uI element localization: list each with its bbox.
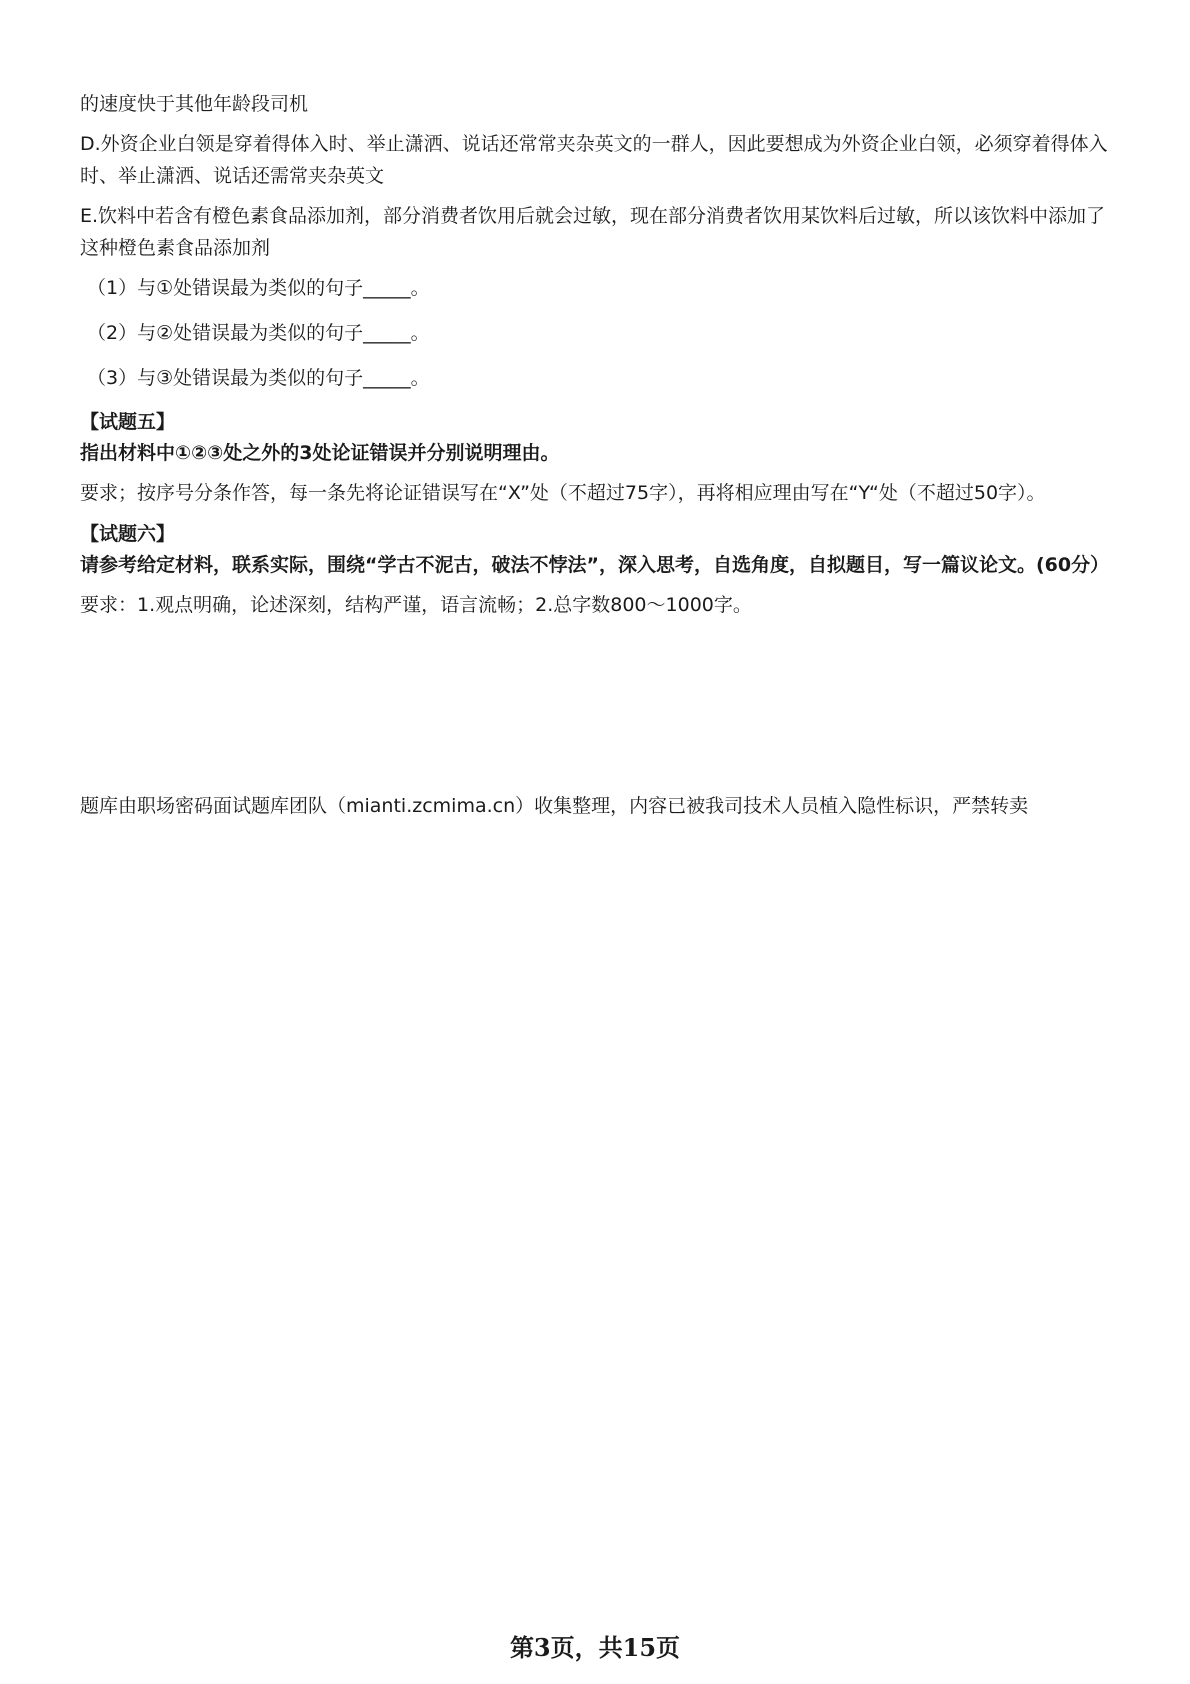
- question-2: （2）与②处错误最为类似的句子_____。: [87, 322, 430, 344]
- section-6-requirement: 要求：1.观点明确，论述深刻，结构严谨，语言流畅；2.总字数800～1000字。: [80, 594, 752, 616]
- page-number: 第3页，共15页: [509, 1633, 681, 1662]
- document-body: [80, 88, 1110, 629]
- question-1: （1）与①处错误最为类似的句子_____。: [87, 277, 430, 299]
- option-e: E.饮料中若含有橙色素食品添加剂，部分消费者饮用后就会过敏，现在部分消费者饮用某饮料后过敏，所以该饮料中添加了这种橙色素食品添加剂: [80, 205, 1106, 259]
- copyright-notice: 题库由职场密码面试题库团队（mianti.zcmima.cn）收集整理，内容已被我司技术人员植入隐性标识，严禁转卖: [80, 795, 1029, 817]
- section-6-heading: 【试题六】: [80, 523, 176, 545]
- section-5-requirement: 要求；按序号分条作答，每一条先将论证错误写在“X”处（不超过75字），再将相应理由写在“Y“处（不超过50字）。: [80, 482, 1046, 504]
- section-5-heading: 【试题五】: [80, 411, 176, 433]
- continued-option-text: 的速度快于其他年龄段司机: [80, 93, 309, 115]
- question-3: （3）与③处错误最为类似的句子_____。: [87, 367, 430, 389]
- section-5-title: 指出材料中①②③处之外的3处论证错误并分别说明理由。: [80, 442, 560, 464]
- section-6-title: 请参考给定材料，联系实际，围绕“学古不泥古，破法不悖法”，深入思考，自选角度，自拟题目，写一篇议论文。(60分）: [80, 554, 1110, 576]
- option-d: D.外资企业白领是穿着得体入时、举止潇洒、说话还常常夹杂英文的一群人，因此要想成为外资企业白领，必须穿着得体入时、举止潇洒、说话还需常夹杂英文: [80, 133, 1108, 187]
